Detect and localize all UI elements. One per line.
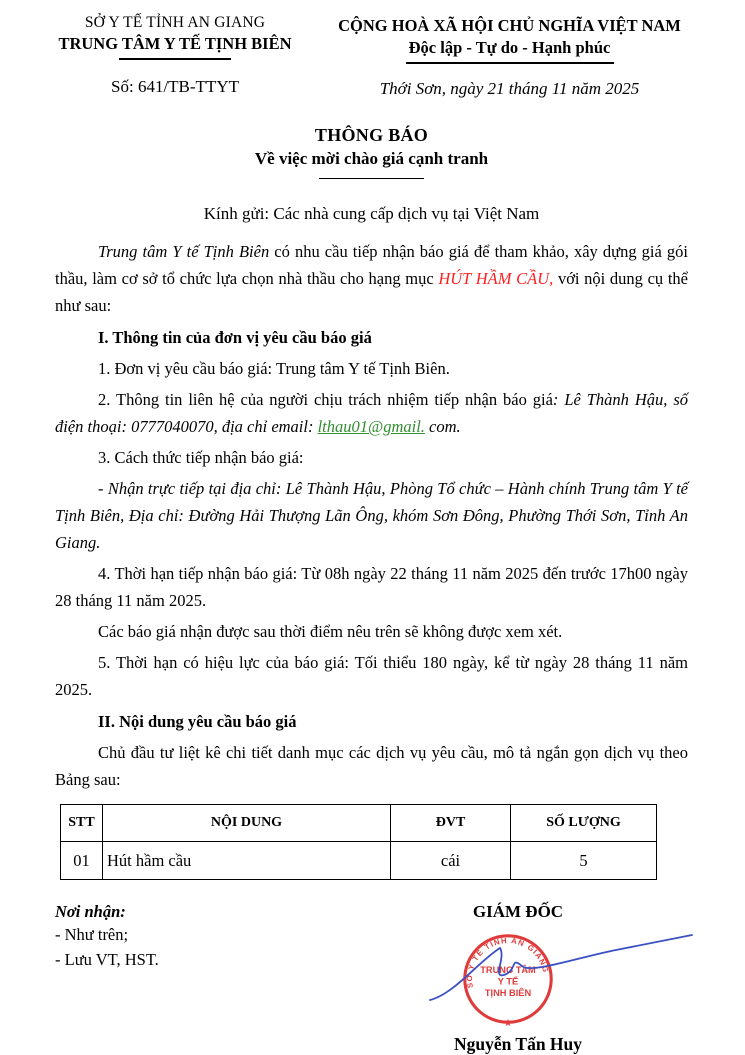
document-title-block — [55, 125, 688, 180]
section-2-heading: II. Nội dung yêu cầu báo giá — [98, 712, 297, 731]
document-body — [55, 238, 688, 793]
parent-org-name: SỞ Y TẾ TỈNH AN GIANG — [84, 14, 266, 31]
intro-text-1: có nhu cầu tiếp nhận báo giá để tham khảo, xây dựng giá gói thầu, làm cơ sở tổ chức lựa chọn nhà thầu cho hạng mục — [55, 242, 688, 288]
col-header-dvt: ĐVT — [391, 805, 511, 842]
section-1-heading: I. Thông tin của đơn vị yêu cầu báo giá — [98, 328, 372, 347]
national-title: CỘNG HOÀ XÃ HỘI CHỦ NGHĨA VIỆT NAM — [338, 16, 681, 35]
stamp-center-line-3: TỊNH BIÊN — [484, 987, 532, 998]
col-header-soluong: SỐ LƯỢNG — [511, 805, 657, 842]
stamp-ring-text: SỞ Y TẾ TỈNH AN GIANG — [465, 935, 551, 989]
motto-underline — [406, 62, 614, 64]
table-header-row — [61, 805, 657, 842]
document-number: Số: 641/TB-TTYT — [111, 76, 239, 96]
item-2 — [55, 386, 688, 440]
stamp-center-line-2: Y TẾ — [497, 976, 519, 987]
national-motto-block — [337, 14, 682, 99]
signer-name: Nguyễn Tấn Huy — [453, 1034, 583, 1054]
col-header-noidung: NỘI DUNG — [103, 805, 391, 842]
national-motto: Độc lập - Tự do - Hạnh phúc — [408, 38, 611, 57]
document-title: THÔNG BÁO — [314, 124, 429, 145]
org-name-italic: Trung tâm Y tế Tịnh Biên — [98, 242, 270, 261]
stamp-icon — [452, 925, 564, 1033]
official-stamp — [358, 925, 658, 1038]
email-link[interactable]: lthau01@gmail. — [317, 417, 425, 436]
cell-noidung: Hút hầm cầu — [103, 842, 391, 880]
item-2-suffix: com. — [424, 417, 461, 436]
cell-stt: 01 — [61, 842, 103, 880]
item-5: 5. Thời hạn có hiệu lực của báo giá: Tối thiểu 180 ngày, kể từ ngày 28 tháng 11 năm 2025. — [55, 653, 688, 699]
intro-paragraph — [55, 238, 688, 319]
cell-dvt: cái — [391, 842, 511, 880]
item-1: 1. Đơn vị yêu cầu báo giá: Trung tâm Y tế Tịnh Biên. — [98, 359, 450, 378]
signer-title: GIÁM ĐỐC — [472, 902, 564, 921]
recipients-block — [55, 902, 285, 1055]
document-header — [55, 14, 688, 99]
service-table — [60, 804, 657, 880]
item-2-contact: : Lê Thành Hậu, số điện thoại: 0777040070, địa chỉ email: — [55, 390, 688, 436]
recipient-line-2: - Lưu VT, HST. — [55, 950, 159, 969]
recipients-heading: Nơi nhận: — [55, 902, 126, 921]
item-3-detail: - Nhận trực tiếp tại địa chỉ: Lê Thành Hậu, Phòng Tổ chức – Hành chính Trung tâm Y tế Tịnh Biên, Địa chỉ: Đường Hải Thượng Lãn Ông, khóm Sơn Đông, Phường Thới Sơn, Tỉnh An Giang. — [55, 479, 688, 552]
item-3: 3. Cách thức tiếp nhận báo giá: — [98, 448, 304, 467]
table-row — [61, 842, 657, 880]
intro-text-2: với nội dung cụ thể như sau: — [55, 269, 688, 315]
item-2-prefix: 2. Thông tin liên hệ của người chịu trách nhiệm tiếp nhận báo giá — [98, 390, 553, 409]
deadline-note: Các báo giá nhận được sau thời điểm nêu trên sẽ không được xem xét. — [98, 622, 563, 641]
org-name: TRUNG TÂM Y TẾ TỊNH BIÊN — [58, 34, 292, 53]
document-footer — [55, 902, 688, 1055]
recipient-line-1: - Như trên; — [55, 925, 129, 944]
document-subtitle: Về việc mời chào giá cạnh tranh — [254, 148, 489, 168]
place-date-line: Thới Sơn, ngày 21 tháng 11 năm 2025 — [379, 78, 640, 98]
item-4: 4. Thời hạn tiếp nhận báo giá: Từ 08h ngày 22 tháng 11 năm 2025 đến trước 17h00 ngày 28 tháng 11 năm 2025. — [55, 564, 688, 610]
signature-block — [368, 902, 668, 1055]
title-underline — [319, 178, 424, 180]
issuing-org-block — [55, 14, 295, 99]
stamp-center-line-1: TRUNG TÂM — [480, 964, 536, 975]
org-underline — [119, 58, 231, 60]
cell-soluong: 5 — [511, 842, 657, 880]
col-header-stt: STT — [61, 805, 103, 842]
salutation-line: Kính gửi: Các nhà cung cấp dịch vụ tại Việt Nam — [203, 204, 540, 223]
stamp-star: ★ — [503, 1018, 513, 1030]
service-highlight: HÚT HẦM CẦU, — [438, 269, 554, 288]
section-2-intro: Chủ đầu tư liệt kê chi tiết danh mục các dịch vụ yêu cầu, mô tả ngắn gọn dịch vụ theo Bảng sau: — [55, 743, 688, 789]
